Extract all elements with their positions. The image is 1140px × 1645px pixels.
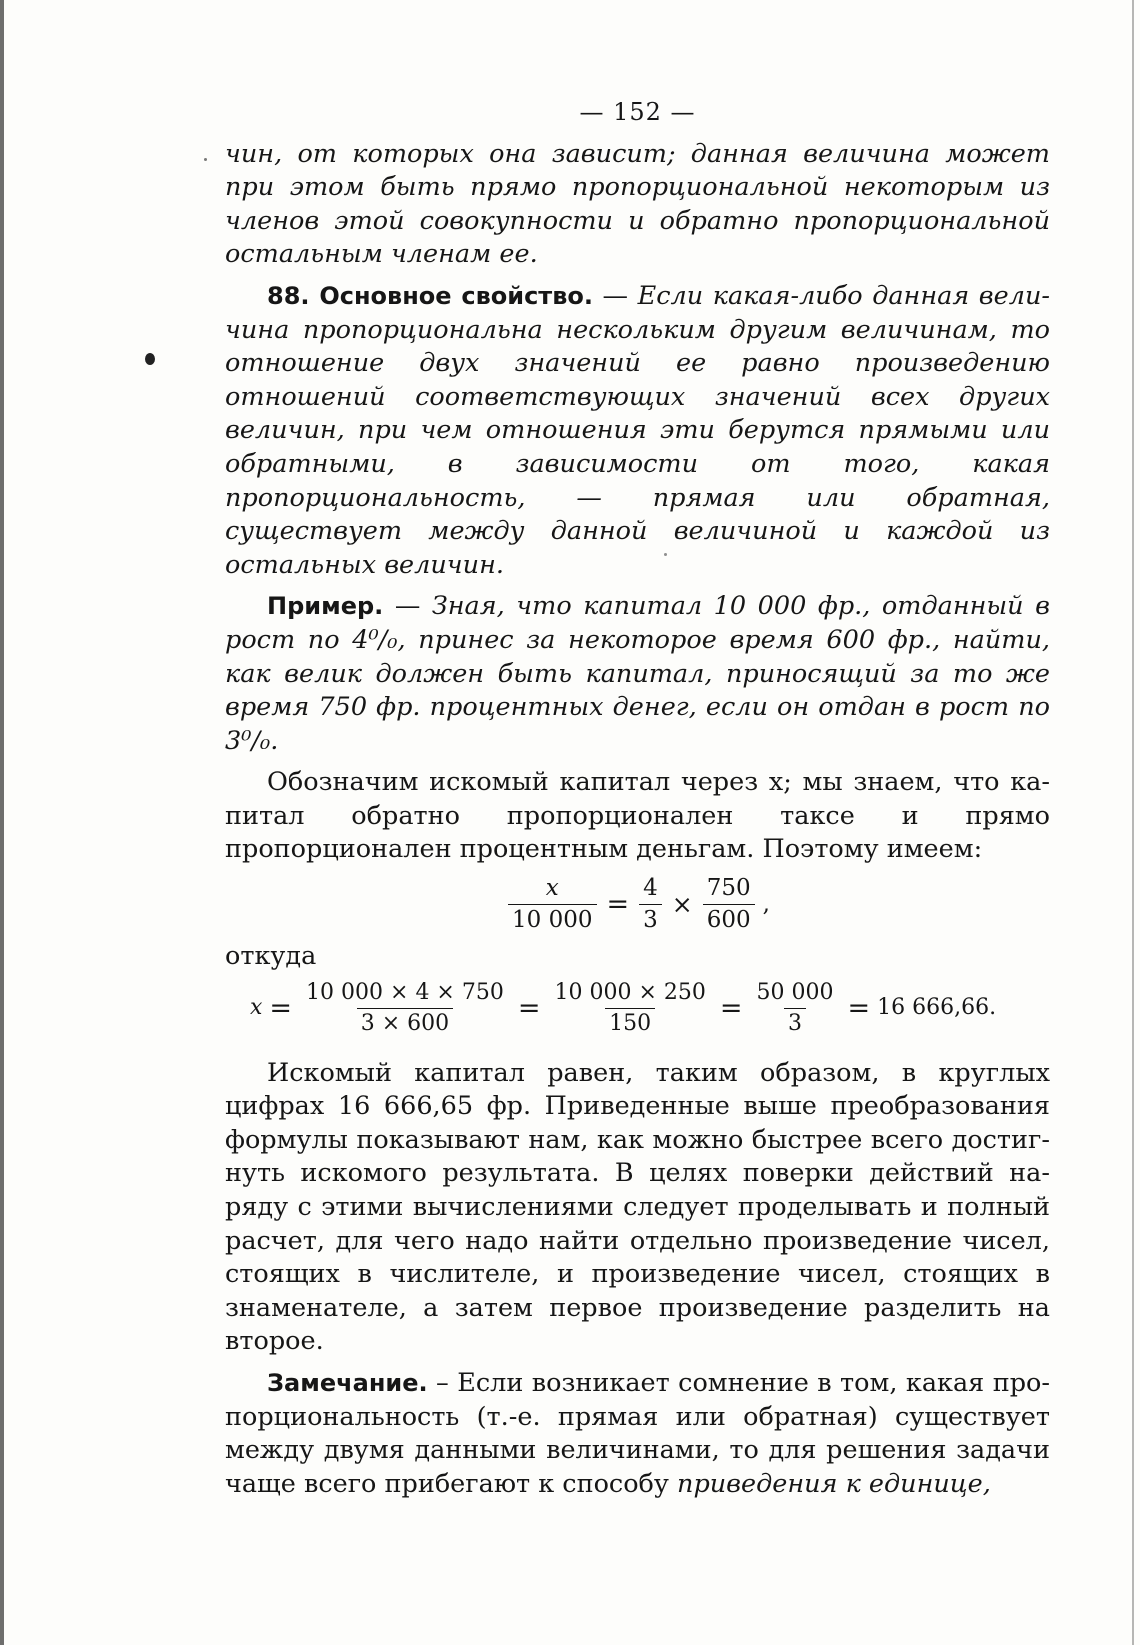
fraction-denominator: 3 [784,1008,806,1035]
fraction-denominator: 3 × 600 [357,1008,453,1035]
book-page [225,96,1050,1501]
fraction-numerator: 10 000 × 250 [554,979,706,1005]
whence-label: откуда [225,941,317,972]
scan-speck [204,158,207,161]
fraction-numerator: 750 [706,875,751,902]
section-88-dash: — [593,280,638,311]
remark-emphasis: приведения к единице, [677,1468,991,1499]
fraction-numerator: 10 000 × 4 × 750 [306,979,504,1005]
proportion-formula [225,877,1050,932]
calculation-result: 16 666,66. [877,995,997,1021]
simplified-fraction [753,979,838,1036]
fraction-numerator: x [545,875,559,902]
solution-intro-paragraph: Обозначим искомый капитал через x; мы знаем, что капитал обратно пропорционален таксе и прямо пропорционален процентным деньгам. Поэтому имеем: [225,767,1050,865]
scan-right-edge [1132,0,1134,1645]
remark-paragraph [225,1367,1050,1501]
example-label: Пример. [267,592,384,621]
example-dash: — [383,591,432,622]
example-paragraph [225,590,1050,758]
expanded-product-fraction [302,979,508,1036]
reduced-product-fraction [550,979,709,1036]
scan-left-edge [0,0,4,1645]
calculation-equation [250,979,997,1036]
interest-ratio-fraction [703,877,755,932]
proportion-equation [505,877,770,932]
conclusion-paragraph: Искомый капитал равен, таким образом, в круглых цифрах 16 666,65 фр. Приведенные выше преобразования формулы показывают нам, как можно быстрее всего достигнуть искомого результата. В целях поверки действий наряду с этими вычислениями следует проделывать и полный расчет, для чего надо найти отдельно произведение чисел, стоящих в числителе, и произведение чисел, стоящих в знаменателе, а затем первое произведение разделить на второе. [225,1057,1050,1357]
fraction-numerator: 4 [643,875,658,902]
section-88-paragraph [225,280,1050,582]
calculation-formula [225,979,1050,1036]
equals-sign: = [847,992,871,1024]
equals-sign: = [606,889,630,921]
remark-dash: – [427,1368,458,1398]
x-over-capital-fraction [508,877,596,932]
remark-body: Если возникает сомнение в том, какая пропорциональность (т.-е. прямая или обратная) существует между двумя данными величинами, то для решения задачи чаще всего прибегают к способу [225,1368,1050,1499]
section-88-body: Если какая-либо данная величина пропорциональна нескольким другим величинам, то отношение двух значений ее равно произведению отношений соответствующих значений всех других величин, при чем отношения эти берутся прямыми или обратными, в зависимости от того, какая пропорциональность, — прямая или обратная, существует между данной величиной и каждой из остальных величин. [225,280,1051,580]
formula-variable: x [250,995,263,1021]
multiply-sign: × [671,890,693,920]
equals-sign: = [719,992,743,1024]
remark-label: Замечание. [267,1369,428,1397]
equals-sign: = [517,992,541,1024]
continuation-paragraph: чин, от которых она зависит; данная величина может при этом быть прямо пропорциональной некоторым из членов этой совокупности и обратно пропорциональной остальным членам ее. [225,138,1050,270]
equals-sign: = [269,992,293,1024]
page-number: — 152 — [579,98,696,126]
example-body: Зная, что капитал 10 000 фр., отданный в рост по 4⁰/₀, принес за некоторое время 600 фр., найти, как велик должен быть капитал, приносящий за то же время 750 фр. процентных денег, если он отдан в рост по 3⁰/₀. [225,591,1050,756]
page-dot-mark [145,353,155,365]
section-88-heading: 88. Основное свойство. [267,281,593,310]
fraction-denominator: 10 000 [508,904,596,932]
formula-comma: , [762,891,770,918]
fraction-denominator: 150 [605,1008,655,1035]
rate-ratio-fraction [639,877,662,932]
fraction-denominator: 600 [703,904,755,932]
fraction-denominator: 3 [639,904,662,932]
fraction-numerator: 50 000 [756,979,834,1005]
